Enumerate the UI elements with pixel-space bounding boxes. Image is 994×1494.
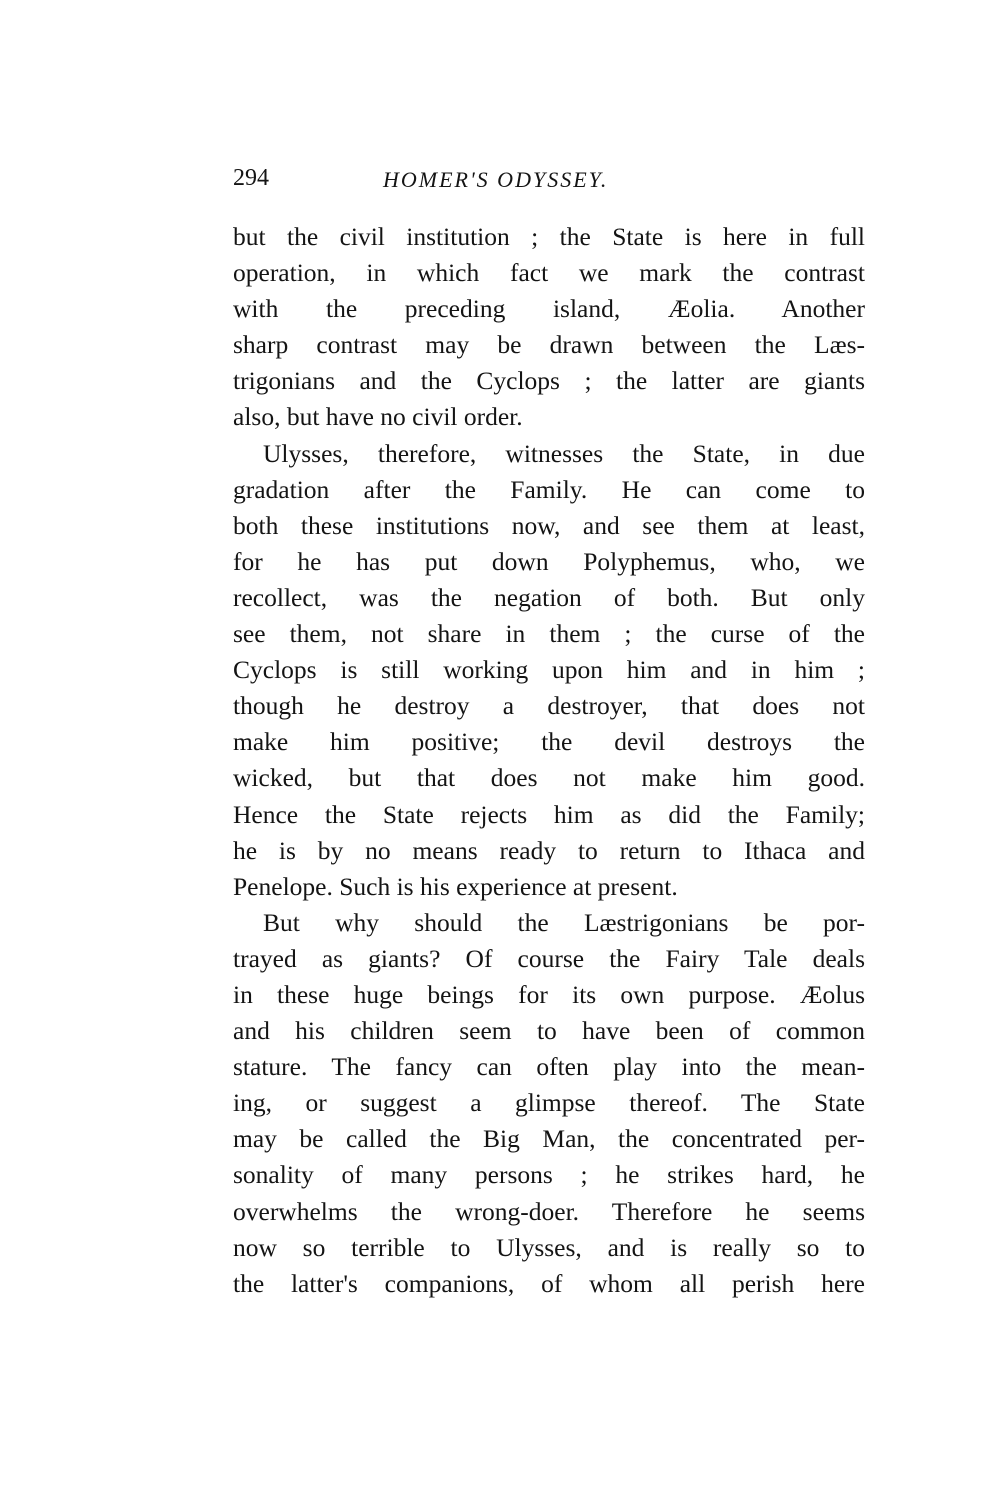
text-line: Ulysses, therefore, witnesses the State, in due: [263, 438, 865, 468]
text-line: may be called the Big Man, the concentrated per-: [233, 1124, 865, 1154]
text-line: But why should the Læstrigonians be por-: [263, 907, 865, 937]
text-line: now so terrible to Ulysses, and is really so to: [233, 1232, 865, 1262]
text-line: overwhelms the wrong-doer. Therefore he seems: [233, 1196, 865, 1226]
text-line: in these huge beings for its own purpose. Æolus: [233, 979, 865, 1009]
running-head: HOMER'S ODYSSEY.: [383, 167, 609, 192]
text-line: trayed as giants? Of course the Fairy Tale deals: [233, 943, 865, 973]
page-number: 294: [233, 165, 269, 191]
text-line: gradation after the Family. He can come to: [233, 474, 865, 504]
text-line: trigonians and the Cyclops ; the latter are giants: [233, 366, 865, 396]
text-line: recollect, was the negation of both. But only: [233, 582, 865, 612]
text-line: and his children seem to have been of common: [233, 1016, 865, 1046]
text-line: operation, in which fact we mark the contrast: [233, 258, 865, 288]
text-line: Penelope. Such is his experience at present.: [233, 871, 678, 901]
text-line: sonality of many persons ; he strikes hard, he: [233, 1160, 865, 1190]
text-line: both these institutions now, and see them at least,: [233, 510, 865, 540]
text-line: with the preceding island, Æolia. Another: [233, 294, 865, 324]
text-line: Hence the State rejects him as did the Family;: [233, 799, 865, 829]
text-line: but the civil institution ; the State is here in full: [233, 222, 865, 251]
text-line: make him positive; the devil destroys the: [233, 727, 865, 757]
text-line: Cyclops is still working upon him and in him ;: [233, 655, 865, 685]
text-line: sharp contrast may be drawn between the Læs-: [233, 330, 865, 360]
text-line: ing, or suggest a glimpse thereof. The State: [233, 1088, 865, 1118]
page-header: [233, 165, 863, 199]
text-line: also, but have no civil order.: [233, 402, 523, 432]
text-line: see them, not share in them ; the curse of the: [233, 619, 865, 649]
text-line: he is by no means ready to return to Ithaca and: [233, 835, 865, 865]
body-text: [233, 219, 865, 1302]
text-line: for he has put down Polyphemus, who, we: [233, 546, 865, 576]
text-line: the latter's companions, of whom all perish here: [233, 1268, 865, 1298]
text-line: wicked, but that does not make him good.: [233, 763, 865, 793]
text-line: though he destroy a destroyer, that does not: [233, 691, 865, 721]
text-line: stature. The fancy can often play into the mean-: [233, 1052, 865, 1082]
